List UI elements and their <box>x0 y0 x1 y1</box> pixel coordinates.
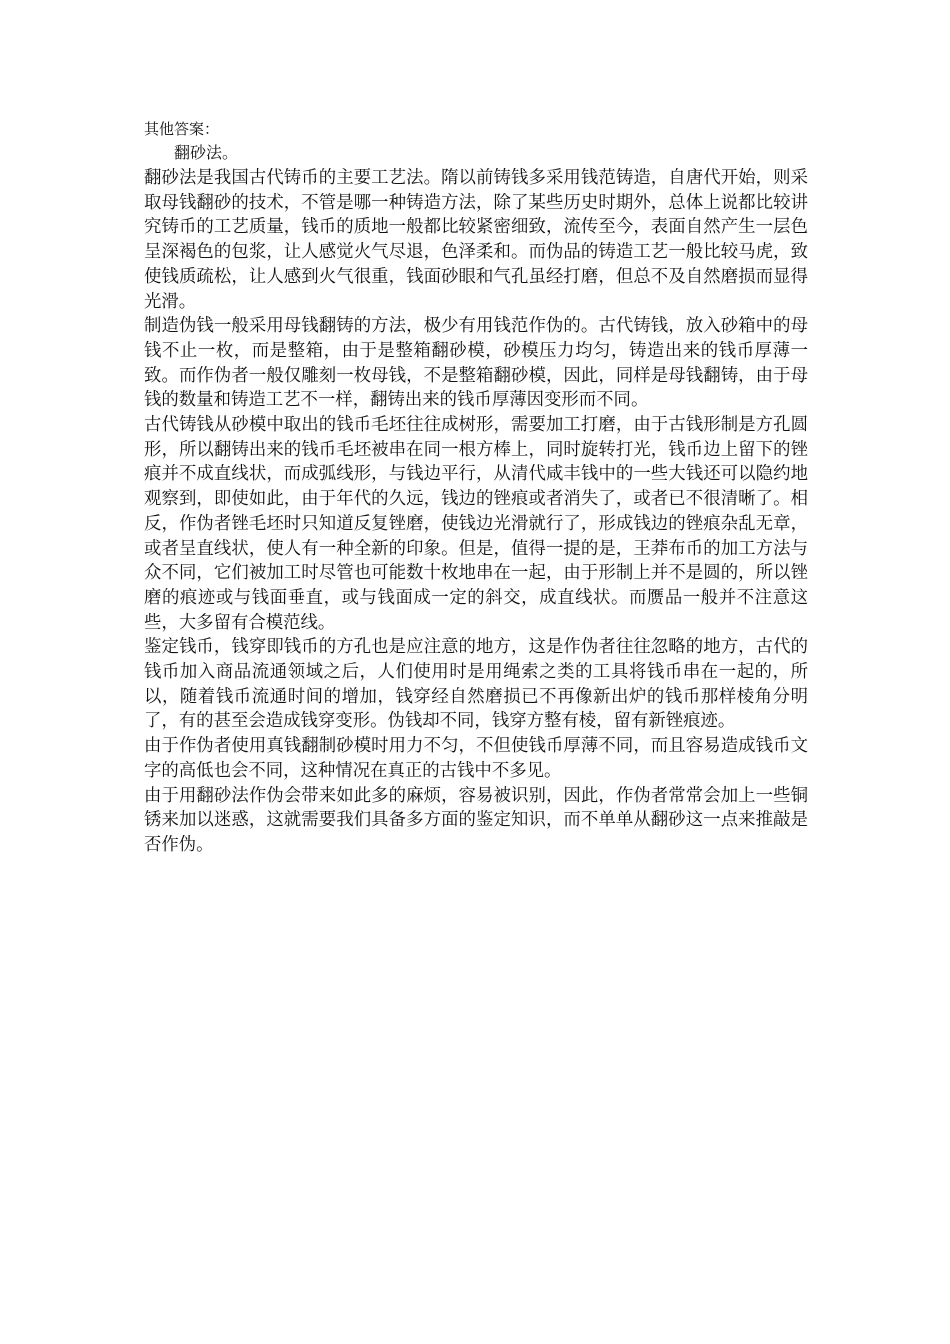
paragraph-conclusion: 由于用翻砂法作伪会带来如此多的麻烦，容易被识别，因此，作伪者常常会加上一些铜锈来加以迷惑，这就需要我们具备多方面的鉴定知识，而不单单从翻砂这一点来推敲是否作伪。 <box>144 785 808 855</box>
answer-title: 翻砂法。 <box>174 143 239 162</box>
paragraph-square-hole: 鉴定钱币，钱穿即钱币的方孔也是应注意的地方，这是作伪者往往忽略的地方，古代的钱币加入商品流通领域之后，人们使用时是用绳索之类的工具将钱币串在一起的，所以，随着钱币流通时间的增加，钱穿经自然磨损已不再像新出炉的钱币那样棱角分明了，有的甚至会造成钱穿变形。伪钱却不同，钱穿方整有棱，留有新锉痕迹。 <box>144 637 808 732</box>
paragraph-uneven-pressure: 由于作伪者使用真钱翻制砂模时用力不匀，不但使钱币厚薄不同，而且容易造成钱币文字的高低也会不同，这种情况在真正的古钱中不多见。 <box>144 736 808 781</box>
paragraph-filing-marks: 古代铸钱从砂模中取出的钱币毛坯往往成树形，需要加工打磨，由于古钱形制是方孔圆形，所以翻铸出来的钱币毛坯被串在同一根方棒上，同时旋转打光，钱币边上留下的锉痕并不成直线状，而成弧线形，与钱边平行，从清代咸丰钱中的一些大钱还可以隐约地观察到，即使如此，由于年代的久远，钱边的锉痕或者消失了，或者已不很清晰了。相反，作伪者锉毛坯时只知道反复锉磨，使钱边光滑就行了，形成钱边的锉痕杂乱无章，或者呈直线状，使人有一种全新的印象。但是，值得一提的是，王莽布币的加工方法与众不同，它们被加工时尽管也可能数十枚地串在一起，由于形制上并不是圆的，所以锉磨的痕迹或与钱面垂直，或与钱面成一定的斜交，成直线状。而赝品一般并不注意这些，大多留有合模范线。 <box>144 415 808 633</box>
paragraph-sand-casting-intro: 翻砂法是我国古代铸币的主要工艺法。隋以前铸钱多采用钱范铸造，自唐代开始，则采取母钱翻砂的技术，不管是哪一种铸造方法，除了某些历史时期外，总体上说都比较讲究铸币的工艺质量，钱币的质地一般都比较紧密细致，流传至今，表面自然产生一层色呈深褐色的包浆，让人感觉火气尽退，色泽柔和。而伪品的铸造工艺一般比较马虎，致使钱质疏松，让人感到火气很重，钱面砂眼和气孔虽经打磨，但总不及自然磨损而显得光滑。 <box>144 168 808 312</box>
section-header: 其他答案： <box>144 120 220 138</box>
document-body <box>144 118 808 858</box>
paragraph-mother-coin-casting: 制造伪钱一般采用母钱翻铸的方法，极少有用钱范作伪的。古代铸钱，放入砂箱中的母钱不止一枚，而是整箱，由于是整箱翻砂模，砂模压力均匀，铸造出来的钱币厚薄一致。而作伪者一般仅雕刻一枚母钱，不是整箱翻砂模，因此，同样是母钱翻铸，由于母钱的数量和铸造工艺不一样，翻铸出来的钱币厚薄因变形而不同。 <box>144 316 808 411</box>
